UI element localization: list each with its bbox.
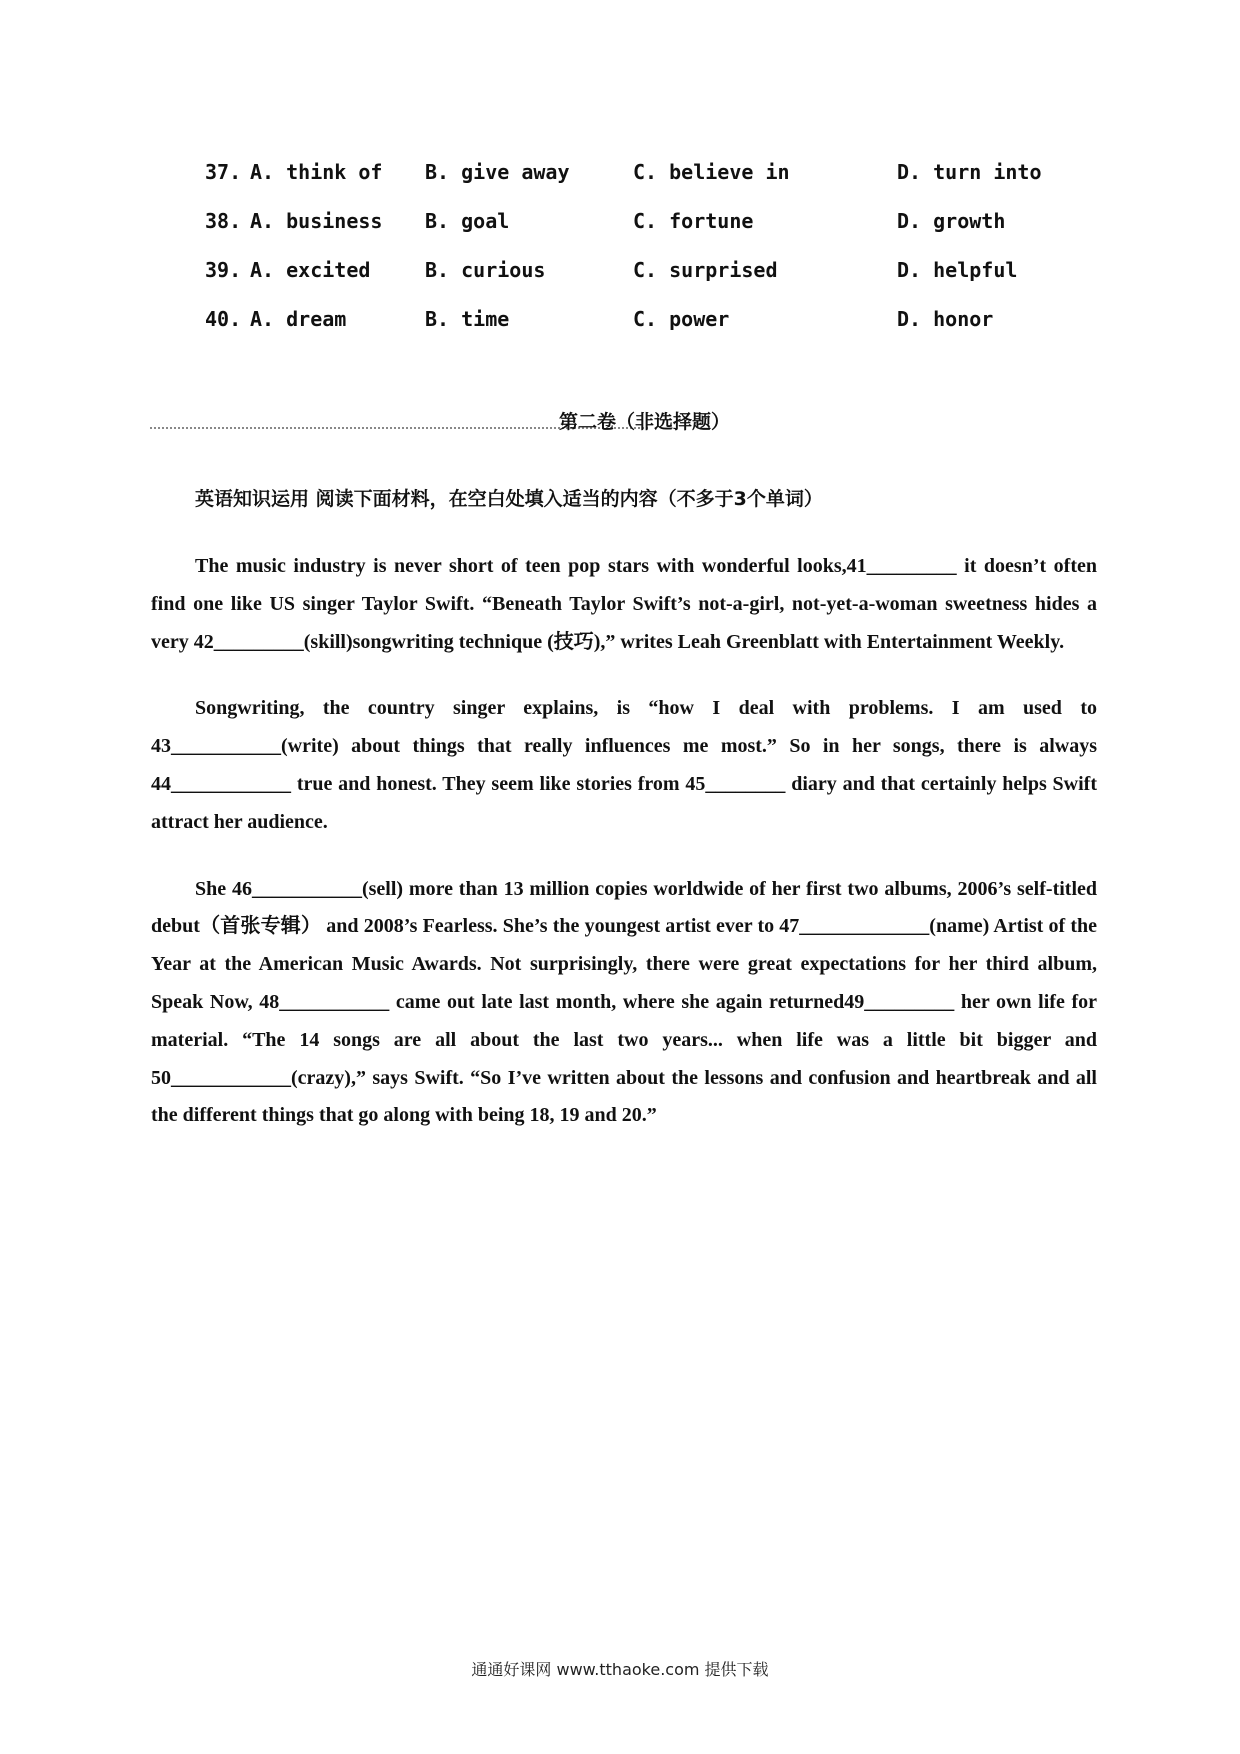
section-title: 第二卷（非选择题） bbox=[558, 411, 730, 433]
passage-paragraph: The music industry is never short of teen pop stars with wonderful looks,41_________ it doesn’t often find one like US singer Taylor Swift. “Beneath Taylor Swift’s not-a-girl, not-yet-a-woman sweetness hides a very 42_________(skill)songwriting technique (技巧),” writes Leah Greenblatt with Entertainment Weekly. bbox=[151, 555, 1097, 653]
passage-paragraph: She 46___________(sell) more than 13 million copies worldwide of her first two albums, 2006’s self-titled debut（首张专辑） and 2008’s Fearless. She’s the youngest artist ever to 47_____________(name) Artist of the Year at the American Music Awards. Not surprisingly, there were great expectations for her third album, Speak Now, 48___________ came out late last month, where she again returned49_________ her own life for material. “The 14 songs are all about the last two years... when life was a little bit bigger and 50____________(crazy),” says Swift. “So I’ve written about the lessons and confusion and heartbreak and all the different things that go along with being 18, 19 and 20.” bbox=[151, 877, 1097, 1127]
option-b: B. time bbox=[425, 307, 510, 331]
multiple-choice-list bbox=[205, 160, 1105, 356]
option-b: B. curious bbox=[425, 258, 546, 282]
question-row bbox=[205, 209, 1105, 258]
page-footer: 通通好课网 www.tthaoke.com 提供下载 bbox=[471, 1660, 769, 1679]
option-b: B. goal bbox=[425, 209, 510, 233]
question-number: 39. bbox=[205, 258, 242, 282]
option-a: A. business bbox=[250, 209, 383, 233]
option-d: D. helpful bbox=[897, 258, 1018, 282]
question-number: 37. bbox=[205, 160, 242, 184]
question-number: 40. bbox=[205, 307, 242, 331]
option-c: C. believe in bbox=[633, 160, 790, 184]
option-d: D. honor bbox=[897, 307, 994, 331]
section-heading bbox=[150, 407, 730, 437]
option-c: C. fortune bbox=[633, 209, 754, 233]
option-c: C. surprised bbox=[633, 258, 778, 282]
option-a: A. think of bbox=[250, 160, 383, 184]
reading-passage bbox=[151, 548, 1097, 1164]
option-b: B. give away bbox=[425, 160, 570, 184]
question-row bbox=[205, 307, 1105, 356]
question-number: 38. bbox=[205, 209, 242, 233]
option-d: D. turn into bbox=[897, 160, 1042, 184]
option-c: C. power bbox=[633, 307, 730, 331]
option-d: D. growth bbox=[897, 209, 1006, 233]
option-a: A. excited bbox=[250, 258, 371, 282]
question-row bbox=[205, 258, 1105, 307]
instruction-text: 英语知识运用 阅读下面材料，在空白处填入适当的内容（不多于3个单词） bbox=[195, 488, 823, 510]
option-a: A. dream bbox=[250, 307, 347, 331]
question-row bbox=[205, 160, 1105, 209]
passage-paragraph: Songwriting, the country singer explains, is “how I deal with problems. I am used to 43___________(write) about things that really influences me most.” So in her songs, there is always 44____________ true and honest. They seem like stories from 45________ diary and that certainly helps Swift attract her audience. bbox=[151, 697, 1097, 833]
